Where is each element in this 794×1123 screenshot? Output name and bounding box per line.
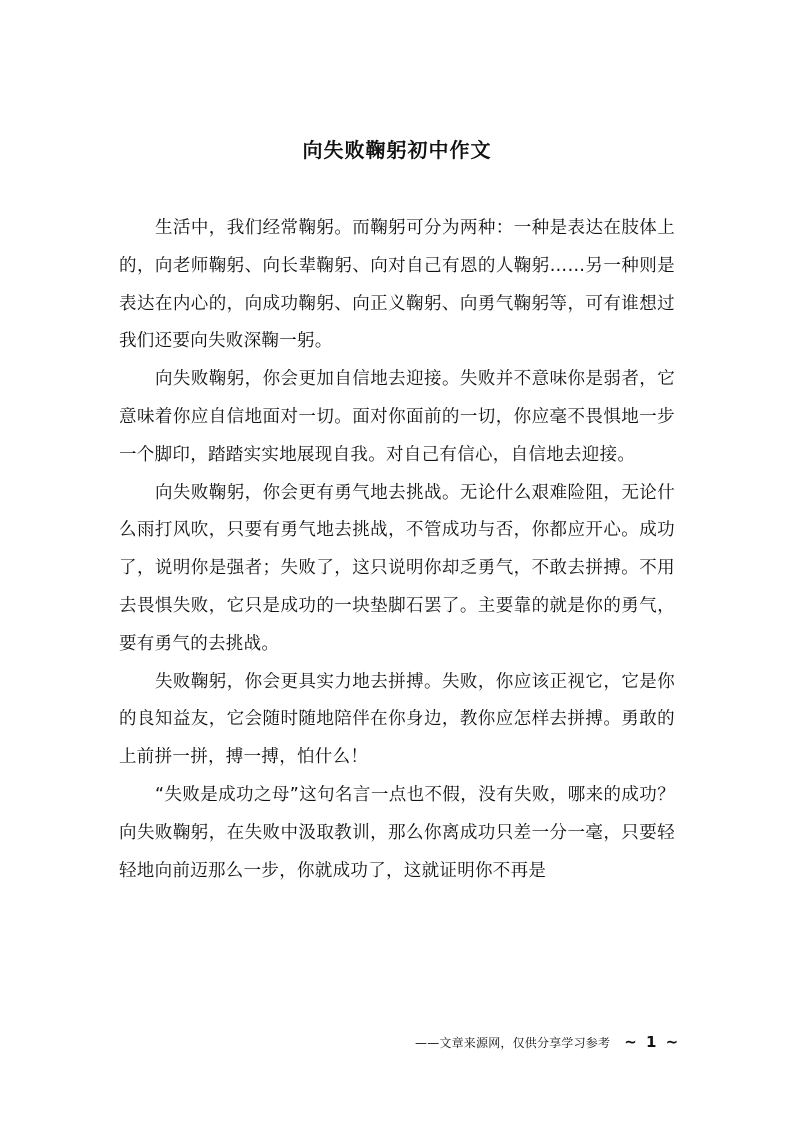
paragraph: 失败鞠躬，你会更具实力地去拼搏。失败，你应该正视它，它是你的良知益友，它会随时随地陪伴在你身边，教你应怎样去拼搏。勇敢的上前拼一拼，搏一搏，怕什么！ xyxy=(119,671,675,768)
document-title: 向失败鞠躬初中作文 xyxy=(302,138,492,162)
document-body xyxy=(119,210,675,890)
page-footer xyxy=(415,1030,680,1054)
paragraph: 生活中，我们经常鞠躬。而鞠躬可分为两种：一种是表达在肢体上的，向老师鞠躬、向长辈鞠躬、向对自己有恩的人鞠躬……另一种则是表达在内心的，向成功鞠躬、向正义鞠躬、向勇气鞠躬等，可有谁想过我们还要向失败深鞠一躬。 xyxy=(119,218,675,352)
footer-source-note: ——文章来源网，仅供分享学习参考 xyxy=(415,1036,611,1050)
paragraph: 向失败鞠躬，你会更加自信地去迎接。失败并不意味你是弱者，它意味着你应自信地面对一切。面对你面前的一切，你应毫不畏惧地一步一个脚印，踏踏实实地展现自我。对自己有信心，自信地去迎接。 xyxy=(119,369,675,465)
paragraph: 向失败鞠躬，你会更有勇气地去挑战。无论什么艰难险阻，无论什么雨打风吹，只要有勇气地去挑战，不管成功与否，你都应开心。成功了，说明你是强者；失败了，这只说明你却乏勇气，不敢去拼搏。不用去畏惧失败，它只是成功的一块垫脚石罢了。主要靠的就是你的勇气，要有勇气的去挑战。 xyxy=(119,482,675,654)
page-number: ~ 1 ~ xyxy=(624,1033,681,1051)
paragraph: “失败是成功之母”这句名言一点也不假，没有失败，哪来的成功？向失败鞠躬，在失败中汲取教训，那么你离成功只差一分一毫，只要轻轻地向前迈那么一步，你就成功了，这就证明你不再是 xyxy=(119,784,675,881)
